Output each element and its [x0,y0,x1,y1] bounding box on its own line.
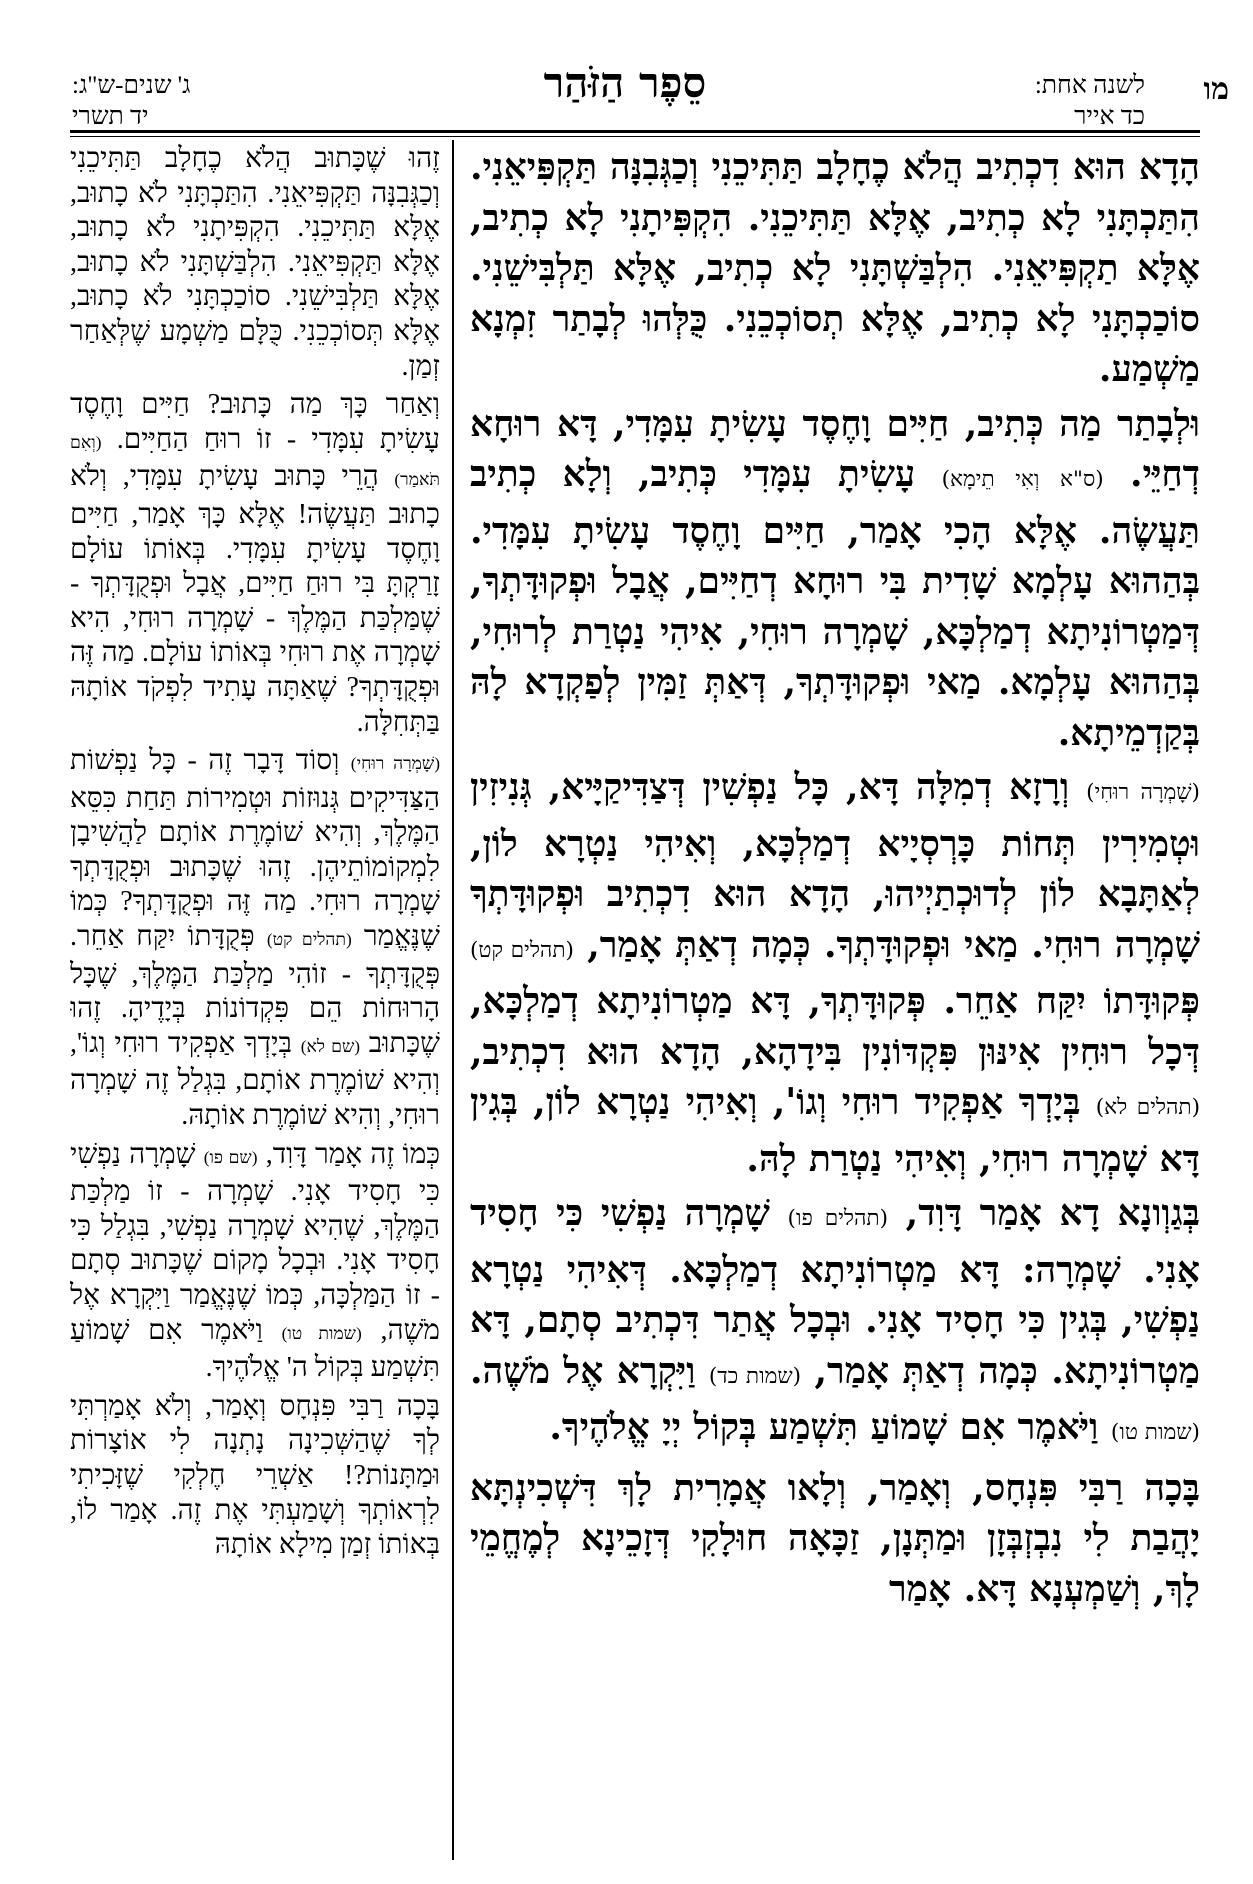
source-reference: (תהלים קט) [470,937,574,963]
header-right-line2: כד אייר [1074,103,1145,130]
paragraph [70,142,440,384]
source-reference: (תהלים לא) [1095,1095,1200,1120]
paragraph [470,399,1200,759]
paragraph [470,1463,1200,1615]
paragraph-text: וְרָזָא דְמִלָּה דָּא, כָּל נַפְשִׁין דְּצַדִּיקַיָּיא, גְּנִיזִין וּטְמִירִין תְּחוֹת כָּרְסְיָיא דְמַלְכָּא, וְאִיהִי נַטְרָא לוֹן, לְאַתָּבָא לוֹן לְדוּכְתַיְיהוּ, הָדָא הוּא דִכְתִיב וּפְקוּדָּתְךָ שָׁמְרָה רוּחִי. מַאי וּפְקוּדָּתְךָ. כְּמָה דְאַתְּ אָמַר, [470,766,1200,966]
paragraph-text: בְּיָדְךָ אַפְקִיד רוּחִי וְגוֹ', וְאִיהִי נַטְרָא לוֹן, בְּגִין דָּא שָׁמְרָה רוּחִי, וְאִיהִי נַטְרַת לָהּ. [470,1081,1200,1180]
aramaic-column [470,142,1200,1862]
source-reference: (תהלים קט) [266,930,352,950]
paragraph [70,1390,440,1563]
paragraph-text: פְּקוּדָּתוֹ יִקַּח אַחֵר. פְּקוּדָּתְךָ, דָּא מַטְרוֹנִיתָא דְמַלְכָּא, דְּכָל רוּחִין אִינּוּן פִּקְדּוֹנִין בִּידָהָא, הָדָא הוּא דִכְתִיב, [470,980,1200,1073]
paragraph [470,1188,1200,1459]
page-header [0,0,1253,130]
column-divider [452,140,454,1860]
paragraph-text: וַיֹּאמֶר אִם שָׁמוֹעַ תִּשְׁמַע בְּקוֹל יְיָ אֱלֹהֶיךָ. [549,1406,1099,1448]
paragraph-text: שָׁמְרָה נַפְשִׁי כִּי חָסִיד אָנִי. שָׁמְרָה: דָּא מַטְרוֹנִיתָא דְמַלְכָּא. דְּאִיהִי נַטְרָא נַפְשִׁי, בְּגִין כִּי חָסִיד אָנִי. וּבְכָל אֲתַר דִּכְתִיב סְתָם, דָּא מַטְרוֹנִיתָא. כְּמָה דְאַתְּ אָמַר, [470,1192,1200,1392]
paragraph-text: בָּכָה רַבִּי פִּנְחָס וְאָמַר, וְלֹא אָמַרְתִּי לְךָ שֶׁהַשְּׁכִינָה נָתְנָה לִי אוֹצָרוֹת וּמַתָּנוֹת?! אַשְׁרֵי חֶלְקִי שֶׁזָּכִיתִי לִרְאוֹתְךָ וְשָׁמַעְתִּי אֶת זֶה. אָמַר לוֹ, בְּאוֹתוֹ זְמַן מִילָא אוֹתָהּ [70,1390,440,1561]
paragraph-text: וַיֹּאמֶר אִם שָׁמוֹעַ תִּשְׁמַע בְּקוֹל ה' אֱלֹהֶיךָ. [70,1314,440,1384]
header-rule-thin [70,136,1200,137]
paragraph-text: וְסוֹד דָּבָר זֶה - כָּל נַפְשׁוֹת הַצַּדִּיקִים גְּנוּזוֹת וּטְמִירוֹת תַּחַת כִּסֵּא הַמֶּלֶךְ, וְהִיא שׁוֹמֶרֶת אוֹתָם לַהֲשִׁיבָן לִמְקוֹמוֹתֵיהֶן. זֶהוּ שֶׁכָּתוּב וּפְקֻדָּתְךָ שָׁמְרָה רוּחִי. מַה זֶּה וּפְקֻדָּתְךָ? כְּמוֹ שֶׁנֶּאֱמַר [70,745,440,953]
source-reference: (שמות כד) [708,1363,802,1389]
paragraph-text: שָׁמְרָה נַפְשִׁי כִּי חָסִיד אָנִי. שָׁמְרָה - זוֹ מַלְכַּת הַמֶּלֶךְ, שֶׁהִיא שָׁמְרָה נַפְשִׁי, בִּגְלַל כִּי חָסִיד אָנִי. וּבְכָל מָקוֹם שֶׁכָּתוּב סְתָם - זוֹ הַמַּלְכָּה, כְּמוֹ שֶׁנֶּאֱמַר וַיִּקְרָא אֶל מֹשֶׁה, [70,1138,440,1346]
paragraph-text: וְאַחַר כָּךְ מַה כָּתוּב? חַיִּים וָחֶסֶד עָשִׂיתָ עִמָּדִי - זוֹ רוּחַ הַחַיִּים. [70,389,440,455]
paragraph-text: וַיִּקְרָא אֶל מֹשֶׁה. [470,1349,696,1392]
paragraph-text: פְּקֻדָּתוֹ יִקַּח אַחֵר. פְּקֻדָּתְךָ - זוֹהִי מַלְכַּת הַמֶּלֶךְ, שֶׁכָּל הָרוּחוֹת הֵם פִּקְדוֹנוֹת בְּיָדֶיהָ. זֶהוּ שֶׁכָּתוּב [70,921,440,1059]
paragraph-text: בָּכָה רַבִּי פִּנְחָס, וְאָמַר, וְלָאו אֲמָרִית לָךְ דִּשְׁכִינְתָּא יָהֲבַת לִי נִבְזְבְּזָן וּמַתְּנָן, זַכָּאָה חוּלָקִי דְּזָכֵינָא לְמֶחֱמֵי לָךְ, וְשַׁמְעְנָא דָּא. אָמַר [470,1466,1200,1610]
section-marker: (שָׁמְרָה רוּחִי) [1086,780,1200,805]
source-reference: (שמות טו) [281,1323,362,1343]
paragraph [70,388,440,740]
hebrew-translation-column [70,142,440,1862]
source-reference: (ס"א וְאִי תֵימָא) [941,467,1104,492]
paragraph-text: בְּגַוְונָא דָא אָמַר דָּוִד, [905,1192,1200,1234]
paragraph [470,762,1200,1184]
header-right-line1: לשנה אחת: [1034,72,1145,99]
section-marker: (שָׁמְרָה רוּחִי) [350,754,440,774]
source-reference: (שם פו) [203,1147,258,1167]
source-reference: (וְאִם תֹּאמַר) [70,432,440,490]
paragraph-text: וּלְבָתַר מַה כְּתִיב, חַיִּים וָחֶסֶד עָשִׂיתָ עִמָּדִי, דָּא רוּחָא דְחַיֵּי. [470,402,1200,495]
book-title: סֵפֶר הַזֹּהַר [543,58,707,107]
paragraph [70,744,440,1134]
paragraph-text: הֲרֵי כָּתוּב עָשִׂיתָ עִמָּדִי, וְלֹא כָתוּב תַּעֲשֶׂה! אֶלָּא כָּךְ אָמַר, חַיִּים וָחֶסֶד עָשִׂיתָ עִמָּדִי. בְּאוֹתוֹ עוֹלָם זָרַקְתָּ בִּי רוּחַ חַיִּים, אֲבָל וּפְקֻדָּתְךָ - שֶׁמַּלְכַּת הַמֶּלֶךְ - שָׁמְרָה רוּחִי, הִיא שָׁמְרָה אֶת רוּחִי בְּאוֹתוֹ עוֹלָם. מַה זֶּה וּפְקֻדָּתְךָ? שֶׁאַתָּה עָתִיד לִפְקֹד אוֹתָהּ בַּתְּחִלָּה. [70,461,440,738]
header-left-info [72,70,190,132]
header-left-line2: יד תשרי [72,103,149,130]
paragraph-text: עָשִׂיתָ עִמָּדִי כְּתִיב, וְלָא כְתִיב תַּעֲשֶׂה. אֶלָּא הָכִי אָמַר, חַיִּים וָחֶסֶד עָשִׂיתָ עִמָּדִי. בְּהַהוּא עָלְמָא שָׁדִית בִּי רוּחָא דְחַיִּים, אֲבָל וּפְקוּדָּתְךָ, דְּמַטְרוֹנִיתָא דְמַלְכָּא, שָׁמְרָה רוּחִי, אִיהִי נַטְרַת לְרוּחִי, בְּהַהוּא עָלְמָא. מַאי וּפְקוּדָּתְךָ, דְּאַתְּ זַמִּין לְפַקְדָא לָהּ בְּקַדְמֵיתָא. [470,453,1200,754]
source-reference: (שם לא) [300,1036,361,1056]
paragraph-text: הָדָא הוּא דִכְתִיב הֲלֹא כֶחָלָב תַּתִּיכֵנִי וְכַגְּבִנָּה תַּקְפִּיאֵנִי. הִתַּכְתָּנִי לָא כְתִיב, אֶלָּא תַּתִּיכֵנִי. הִקְפִּיתָנִי לָא כְתִיב, אֶלָּא תַקְפִּיאֵנִי. הִלְבַּשְׁתָּנִי לָא כְתִיב, אֶלָּא תַּלְבִּישֵׁנִי. סוֹכַכְתָּנִי לָא כְתִיב, אֶלָּא תְסוֹכְכֵנִי. כֻּלְּהוּ לְבָתַר זִמְנָא מַשְׁמַע. [470,146,1200,390]
page-number: מו [1203,72,1229,107]
paragraph [470,142,1200,395]
paragraph-text: בְּיָדְךָ אַפְקִיד רוּחִי וְגוֹ', וְהִיא שׁוֹמֶרֶת אוֹתָם, בִּגְלַל זֶה שָׁמְרָה רוּחִי, וְהִיא שׁוֹמֶרֶת אוֹתָהּ. [70,1027,440,1132]
header-right-info [1035,70,1145,132]
source-reference: (שמות טו) [1110,1420,1200,1445]
paragraph-text: זֶהוּ שֶׁכָּתוּב הֲלֹא כֶחָלָב תַּתִּיכֵנִי וְכַגְּבִנָּה תַּקְפִּיאֵנִי. הִתַּכְתָּנִי לֹא כָתוּב, אֶלָּא תַּתִּיכֵנִי. הִקְפִּיתָנִי לֹא כָתוּב, אֶלָּא תַּקְפִּיאֵנִי. הִלְבַּשְׁתָּנִי לֹא כָתוּב, אֶלָּא תַּלְבִּישֵׁנִי. סוֹכַכְתָּנִי לֹא כָתוּב, אֶלָּא תְּסוֹכְכֵנִי. כֻּלָּם מַשְׁמָע שֶׁלְּאַחַר זְמַן. [70,143,440,382]
paragraph-text: כְּמוֹ זֶה אָמַר דָּוִד, [265,1138,440,1170]
header-rule [70,130,1200,133]
paragraph [70,1138,440,1386]
source-reference: (תהלים פו) [787,1206,889,1231]
header-left-line1: ג' שנים-ש"ג: [72,72,191,99]
